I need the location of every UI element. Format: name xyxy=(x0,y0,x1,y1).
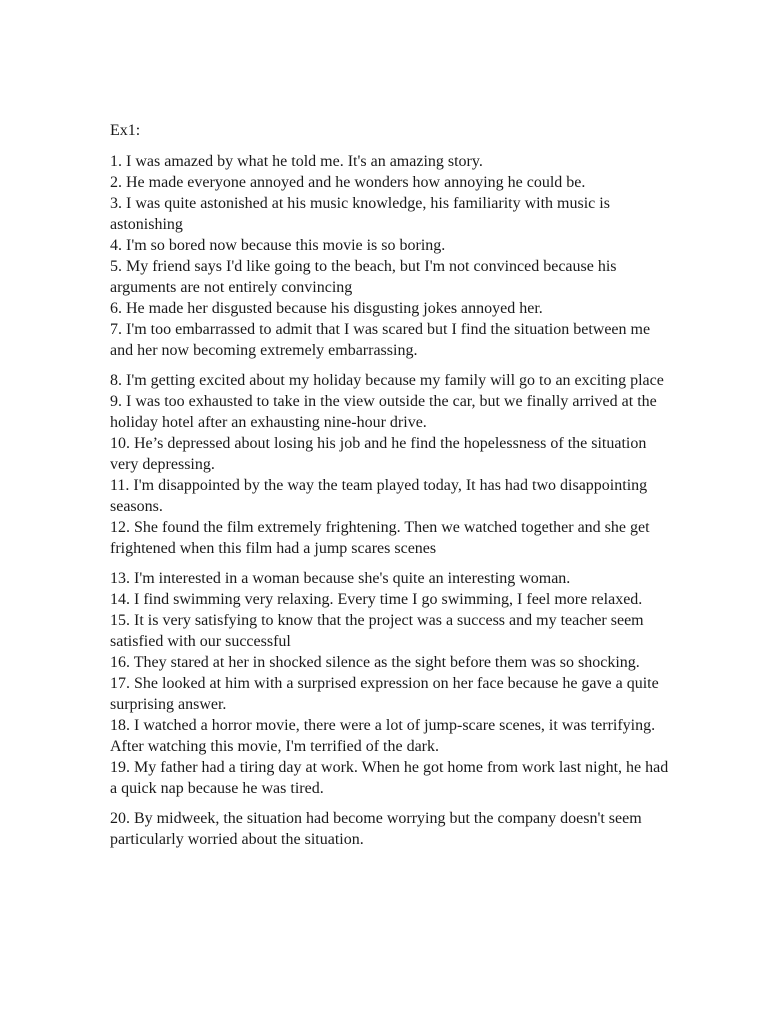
sentence-13: 13. I'm interested in a woman because she's quite an interesting woman. xyxy=(110,570,571,587)
sentence-8: 8. I'm getting excited about my holiday because my family will go to an exciting place xyxy=(110,372,664,389)
sentence-18: 18. I watched a horror movie, there were a lot of jump-scare scenes, it was terrifying. After watching this movie, I'm terrified of the dark. xyxy=(110,717,656,755)
sentence-6: 6. He made her disgusted because his disgusting jokes annoyed her. xyxy=(110,300,543,317)
exercise-heading: Ex1: xyxy=(110,122,141,139)
sentence-14: 14. I find swimming very relaxing. Every time I go swimming, I feel more relaxed. xyxy=(110,591,643,608)
sentence-group-2 xyxy=(110,370,670,559)
sentence-7: 7. I'm too embarrassed to admit that I was scared but I find the situation between me and her now becoming extremely embarrassing. xyxy=(110,321,651,359)
sentence-4: 4. I'm so bored now because this movie is so boring. xyxy=(110,237,446,254)
sentence-5: 5. My friend says I'd like going to the beach, but I'm not convinced because his arguments are not entirely convincing xyxy=(110,258,617,296)
sentence-2: 2. He made everyone annoyed and he wonders how annoying he could be. xyxy=(110,174,586,191)
sentence-group-4 xyxy=(110,808,670,850)
sentence-17: 17. She looked at him with a surprised expression on her face because he gave a quite surprising answer. xyxy=(110,675,659,713)
sentence-16: 16. They stared at her in shocked silence as the sight before them was so shocking. xyxy=(110,654,640,671)
sentence-11: 11. I'm disappointed by the way the team played today, It has had two disappointing seasons. xyxy=(110,477,648,515)
sentence-1: 1. I was amazed by what he told me. It's an amazing story. xyxy=(110,153,483,170)
document-page xyxy=(110,120,670,859)
sentence-group-3 xyxy=(110,568,670,799)
sentence-12: 12. She found the film extremely frightening. Then we watched together and she get frightened when this film had a jump scares scenes xyxy=(110,519,650,557)
sentence-3: 3. I was quite astonished at his music knowledge, his familiarity with music is astonishing xyxy=(110,195,610,233)
sentence-20: 20. By midweek, the situation had become worrying but the company doesn't seem particularly worried about the situation. xyxy=(110,810,642,848)
sentence-group-1 xyxy=(110,151,670,361)
sentence-19: 19. My father had a tiring day at work. When he got home from work last night, he had a quick nap because he was tired. xyxy=(110,759,669,797)
sentence-15: 15. It is very satisfying to know that the project was a success and my teacher seem satisfied with our successful xyxy=(110,612,644,650)
sentence-9: 9. I was too exhausted to take in the view outside the car, but we finally arrived at the holiday hotel after an exhausting nine-hour drive. xyxy=(110,393,657,431)
sentence-10: 10. He’s depressed about losing his job and he find the hopelessness of the situation very depressing. xyxy=(110,435,647,473)
